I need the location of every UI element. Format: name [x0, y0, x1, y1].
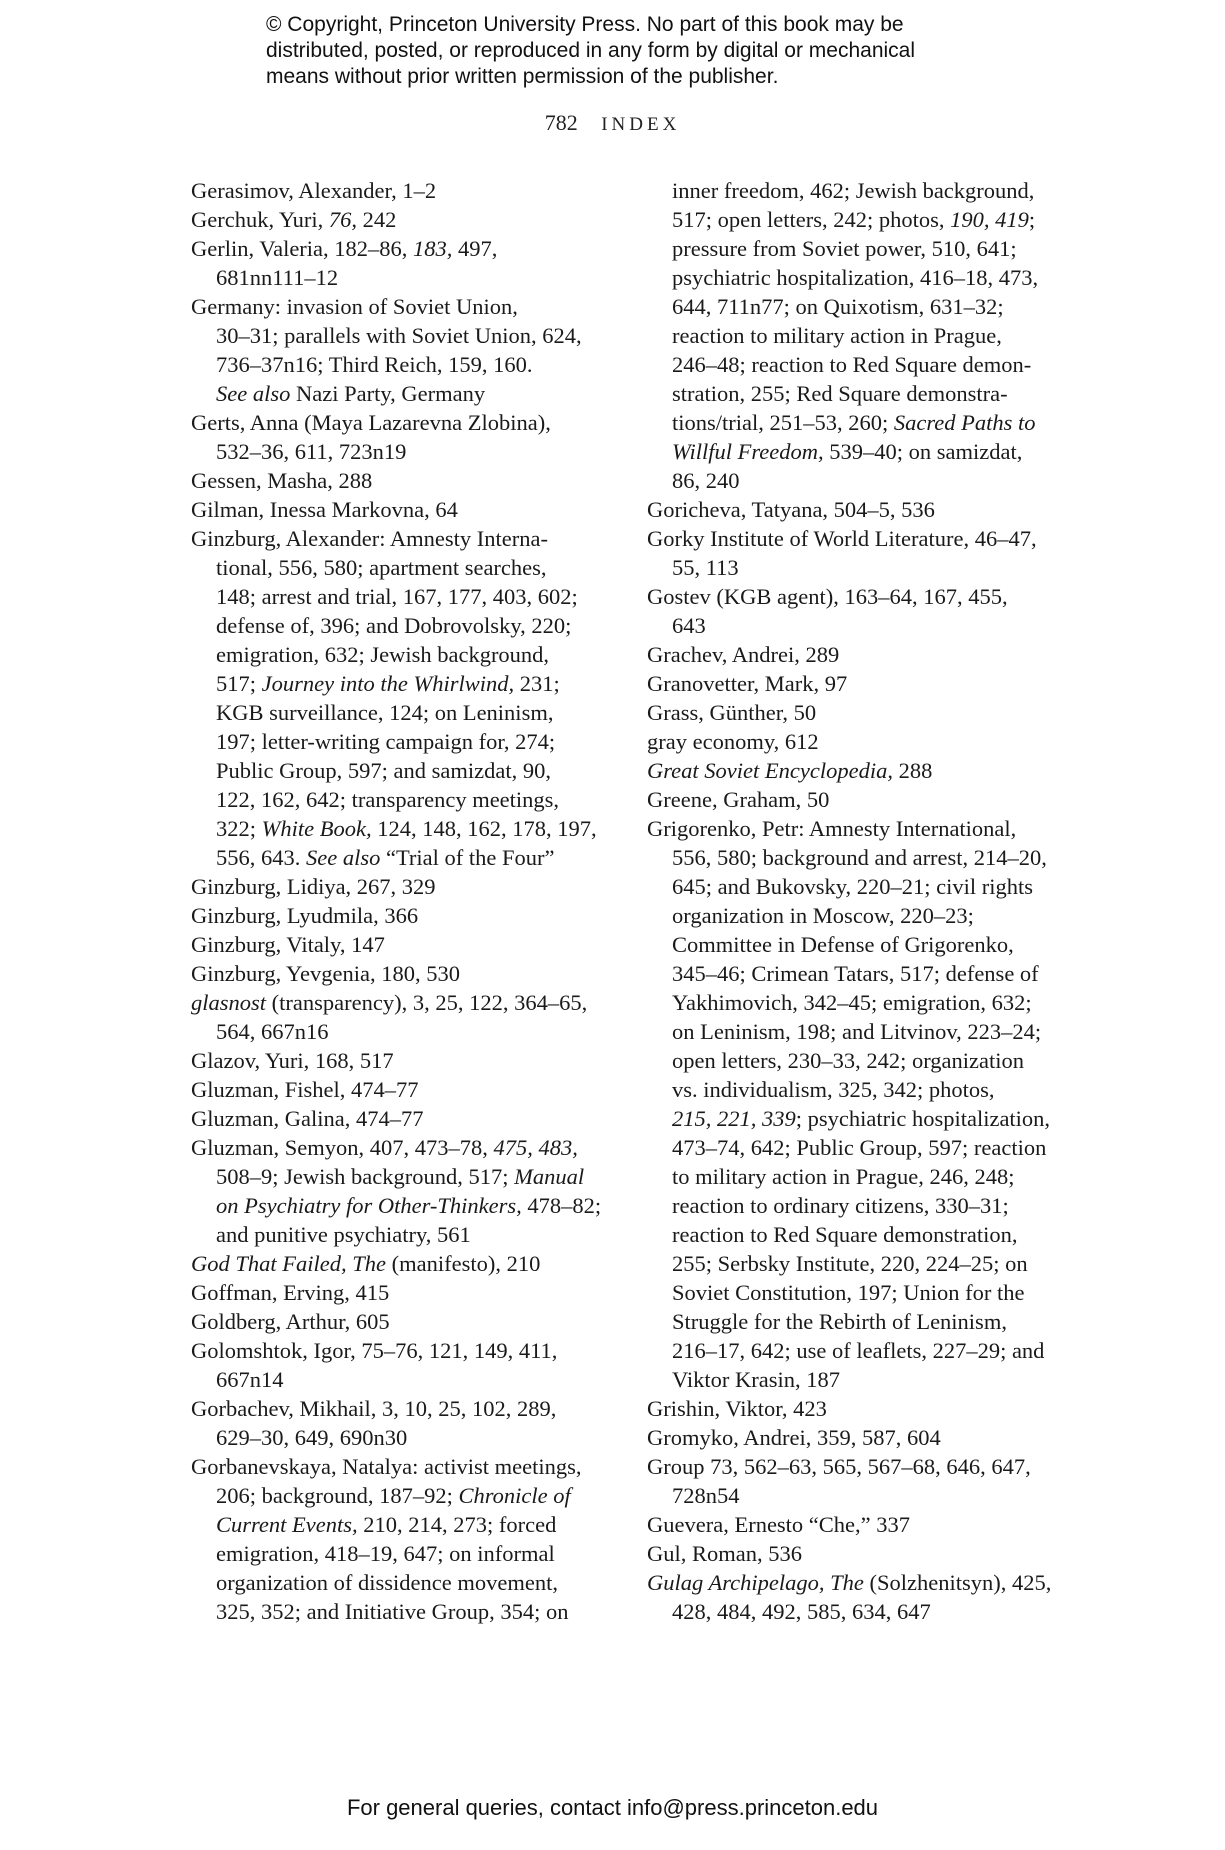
index-entry: Gorbachev, Mikhail, 3, 10, 25, 102, 289, — [191, 1396, 557, 1421]
index-entry-continuation: organization in Moscow, 220–23; — [672, 903, 974, 928]
index-entry: Great Soviet Encyclopedia, 288 — [647, 758, 933, 783]
index-entry-continuation: Yakhimovich, 342–45; emigration, 632; — [672, 990, 1032, 1015]
index-entry: Group 73, 562–63, 565, 567–68, 646, 647, — [647, 1454, 1031, 1479]
index-entry-continuation: 215, 221, 339; psychiatric hospitalization, — [672, 1106, 1051, 1131]
index-entry: Gerasimov, Alexander, 1–2 — [191, 178, 437, 203]
index-entry: Gerts, Anna (Maya Lazarevna Zlobina), — [191, 410, 551, 435]
index-entry: Greene, Graham, 50 — [647, 787, 830, 812]
index-entry: Gorky Institute of World Literature, 46–47, — [647, 526, 1037, 551]
footer-contact: For general queries, contact info@press.princeton.edu — [346, 1795, 879, 1820]
index-entry-continuation: 325, 352; and Initiative Group, 354; on — [216, 1599, 569, 1624]
index-entry-continuation: inner freedom, 462; Jewish background, — [672, 178, 1035, 203]
index-entry-continuation: Soviet Constitution, 197; Union for the — [672, 1280, 1025, 1305]
index-entry-continuation: 255; Serbsky Institute, 220, 224–25; on — [672, 1251, 1028, 1276]
index-entry-continuation: 322; White Book, 124, 148, 162, 178, 197, — [216, 816, 597, 841]
index-entry-continuation: Public Group, 597; and samizdat, 90, — [216, 758, 551, 783]
index-entry-continuation: and punitive psychiatry, 561 — [216, 1222, 471, 1247]
index-entry-continuation: 667n14 — [216, 1367, 284, 1392]
copyright-notice — [266, 12, 1046, 90]
index-entry: gray economy, 612 — [647, 729, 819, 754]
index-entry-continuation: defense of, 396; and Dobrovolsky, 220; — [216, 613, 572, 638]
index-entry-continuation: 55, 113 — [672, 555, 739, 580]
index-entry: Gul, Roman, 536 — [647, 1541, 802, 1566]
index-entry: Gorbanevskaya, Natalya: activist meetings, — [191, 1454, 582, 1479]
index-entry-continuation: emigration, 632; Jewish background, — [216, 642, 550, 667]
index-entry-continuation: Viktor Krasin, 187 — [672, 1367, 841, 1392]
index-entry: Ginzburg, Vitaly, 147 — [191, 932, 385, 957]
index-entry-continuation: 728n54 — [672, 1483, 740, 1508]
section-title: INDEX — [601, 114, 681, 135]
page-number: 782 — [544, 110, 578, 135]
index-entry-continuation: 122, 162, 642; transparency meetings, — [216, 787, 560, 812]
index-entry: Goldberg, Arthur, 605 — [191, 1309, 390, 1334]
index-entry-continuation: on Leninism, 198; and Litvinov, 223–24; — [672, 1019, 1042, 1044]
index-entry-continuation: 197; letter-writing campaign for, 274; — [216, 729, 556, 754]
index-entry-continuation: 86, 240 — [672, 468, 740, 493]
index-entry: Granovetter, Mark, 97 — [647, 671, 848, 696]
copyright-line: distributed, posted, or reproduced in any form by digital or mechanical — [266, 39, 916, 62]
index-column-right — [647, 176, 1067, 1626]
index-entry: Germany: invasion of Soviet Union, — [191, 294, 518, 319]
index-entry-continuation: 216–17, 642; use of leaflets, 227–29; and — [672, 1338, 1045, 1363]
index-entry: Golomshtok, Igor, 75–76, 121, 149, 411, — [191, 1338, 558, 1363]
index-entry-continuation: 643 — [672, 613, 706, 638]
index-entry: Grass, Günther, 50 — [647, 700, 817, 725]
index-entry: Glazov, Yuri, 168, 517 — [191, 1048, 394, 1073]
index-entry-continuation: 508–9; Jewish background, 517; Manual — [216, 1164, 585, 1189]
index-entry-continuation: 645; and Bukovsky, 220–21; civil rights — [672, 874, 1034, 899]
index-entry: Ginzburg, Lyudmila, 366 — [191, 903, 419, 928]
index-entry: Ginzburg, Alexander: Amnesty Interna- — [191, 526, 548, 551]
index-entry-continuation: organization of dissidence movement, — [216, 1570, 558, 1595]
index-entry: glasnost (transparency), 3, 25, 122, 364–65, — [191, 990, 588, 1015]
index-entry-continuation: reaction to ordinary citizens, 330–31; — [672, 1193, 1009, 1218]
index-entry-continuation: Committee in Defense of Grigorenko, — [672, 932, 1014, 957]
index-entry-continuation: to military action in Prague, 246, 248; — [672, 1164, 1015, 1189]
index-entry-continuation: 556, 643. See also “Trial of the Four” — [216, 845, 555, 870]
index-entry: God That Failed, The (manifesto), 210 — [191, 1251, 541, 1276]
index-entry: Gromyko, Andrei, 359, 587, 604 — [647, 1425, 941, 1450]
index-entry-continuation: reaction to Red Square demonstration, — [672, 1222, 1018, 1247]
index-entry: Gulag Archipelago, The (Solzhenitsyn), 425, — [647, 1570, 1052, 1595]
index-entry: Gilman, Inessa Markovna, 64 — [191, 497, 458, 522]
index-entry-continuation: Current Events, 210, 214, 273; forced — [216, 1512, 557, 1537]
index-column-left — [191, 176, 611, 1626]
index-entry-continuation: 517; open letters, 242; photos, 190, 419; — [672, 207, 1036, 232]
index-entry-continuation: 206; background, 187–92; Chronicle of — [216, 1483, 571, 1508]
index-entry: Gessen, Masha, 288 — [191, 468, 373, 493]
index-entry-continuation: 629–30, 649, 690n30 — [216, 1425, 408, 1450]
index-entry-continuation: tional, 556, 580; apartment searches, — [216, 555, 547, 580]
index-entry-continuation: 148; arrest and trial, 167, 177, 403, 602; — [216, 584, 578, 609]
index-entry-continuation: Struggle for the Rebirth of Leninism, — [672, 1309, 1007, 1334]
index-entry-continuation: 644, 711n77; on Quixotism, 631–32; — [672, 294, 1004, 319]
index-entry: Goffman, Erving, 415 — [191, 1280, 390, 1305]
index-entry: Gostev (KGB agent), 163–64, 167, 455, — [647, 584, 1008, 609]
index-entry: Grachev, Andrei, 289 — [647, 642, 840, 667]
index-entry: Gluzman, Semyon, 407, 473–78, 475, 483, — [191, 1135, 578, 1160]
index-entry-continuation: open letters, 230–33, 242; organization — [672, 1048, 1025, 1073]
index-entry-continuation: tions/trial, 251–53, 260; Sacred Paths to — [672, 410, 1036, 435]
index-entry-continuation: pressure from Soviet power, 510, 641; — [672, 236, 1017, 261]
index-entry: Gluzman, Fishel, 474–77 — [191, 1077, 419, 1102]
index-entry-continuation: emigration, 418–19, 647; on informal — [216, 1541, 555, 1566]
index-entry-continuation: 517; Journey into the Whirlwind, 231; — [216, 671, 560, 696]
index-entry-continuation: vs. individualism, 325, 342; photos, — [672, 1077, 995, 1102]
index-entry: Guevera, Ernesto “Che,” 337 — [647, 1512, 911, 1537]
index-entry: Gerlin, Valeria, 182–86, 183, 497, — [191, 236, 498, 261]
index-entry-continuation: 532–36, 611, 723n19 — [216, 439, 407, 464]
index-entry-continuation: 681nn111–12 — [216, 265, 339, 290]
index-entry-continuation: 345–46; Crimean Tatars, 517; defense of — [672, 961, 1039, 986]
copyright-line: means without prior written permission of the publisher. — [266, 65, 779, 88]
index-entry-continuation: psychiatric hospitalization, 416–18, 473, — [672, 265, 1039, 290]
index-entry-continuation: 428, 484, 492, 585, 634, 647 — [672, 1599, 931, 1624]
index-entry-continuation: 564, 667n16 — [216, 1019, 329, 1044]
index-entry: Gluzman, Galina, 474–77 — [191, 1106, 424, 1131]
index-entry-continuation: 30–31; parallels with Soviet Union, 624, — [216, 323, 582, 348]
index-entry-continuation: See also Nazi Party, Germany — [216, 381, 486, 406]
index-entry-continuation: KGB surveillance, 124; on Leninism, — [216, 700, 554, 725]
index-entry-continuation: 473–74, 642; Public Group, 597; reaction — [672, 1135, 1047, 1160]
index-entry: Grigorenko, Petr: Amnesty International, — [647, 816, 1017, 841]
index-entry: Grishin, Viktor, 423 — [647, 1396, 827, 1421]
index-entry: Gerchuk, Yuri, 76, 242 — [191, 207, 397, 232]
index-entry: Goricheva, Tatyana, 504–5, 536 — [647, 497, 935, 522]
copyright-line: © Copyright, Princeton University Press. No part of this book may be — [266, 13, 904, 36]
index-entry-continuation: Willful Freedom, 539–40; on samizdat, — [672, 439, 1023, 464]
index-entry-continuation: 736–37n16; Third Reich, 159, 160. — [216, 352, 533, 377]
index-entry-continuation: on Psychiatry for Other-Thinkers, 478–82; — [216, 1193, 602, 1218]
running-head — [0, 110, 1225, 136]
index-entry-continuation: 556, 580; background and arrest, 214–20, — [672, 845, 1047, 870]
index-entry: Ginzburg, Lidiya, 267, 329 — [191, 874, 436, 899]
index-entry-continuation: stration, 255; Red Square demonstra- — [672, 381, 1008, 406]
index-entry: Ginzburg, Yevgenia, 180, 530 — [191, 961, 460, 986]
index-entry-continuation: reaction to military action in Prague, — [672, 323, 1002, 348]
index-entry-continuation: 246–48; reaction to Red Square demon- — [672, 352, 1032, 377]
